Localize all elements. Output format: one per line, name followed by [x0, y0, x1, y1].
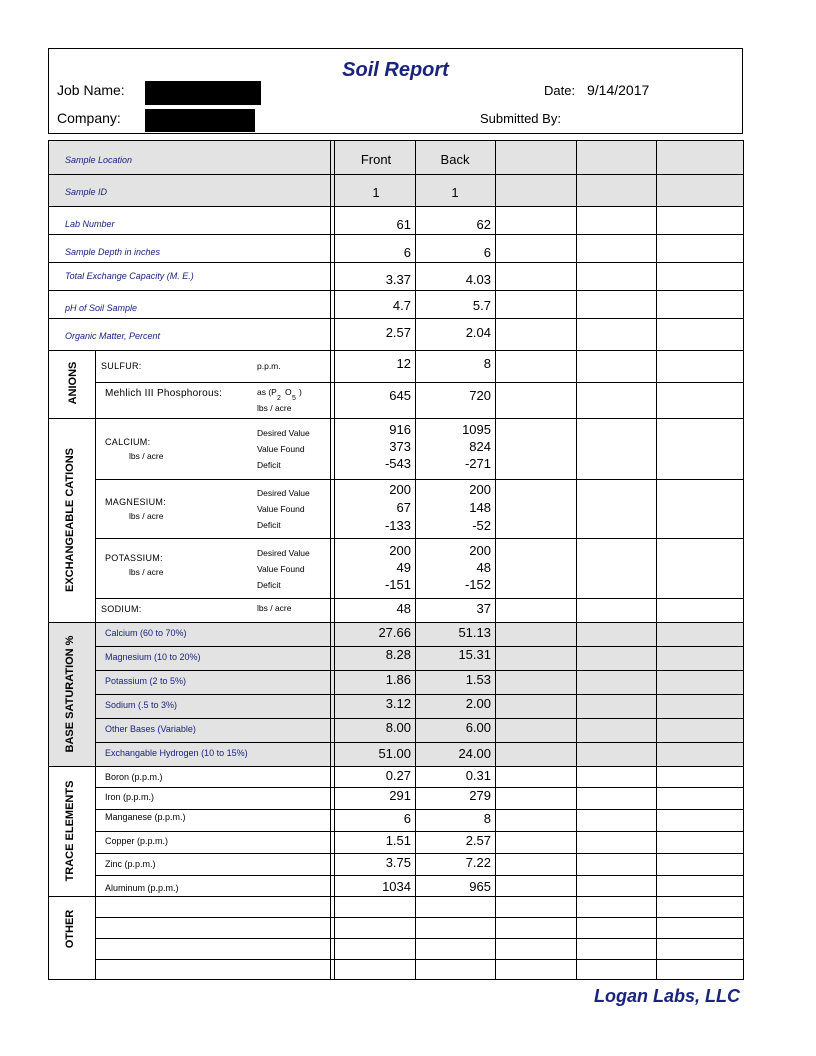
- sodium-unit: lbs / acre: [257, 603, 292, 613]
- zinc-back: 7.22: [465, 855, 491, 870]
- bs-magnesium-label: Magnesium (10 to 20%): [105, 652, 201, 662]
- lab-number-back: 62: [476, 217, 491, 232]
- bs-calcium-back: 51.13: [458, 625, 491, 640]
- bs-sodium-back: 2.00: [465, 696, 491, 711]
- organic-matter-back: 2.04: [465, 325, 491, 340]
- phosphorus-unit-lbs: lbs / acre: [257, 403, 292, 413]
- calcium-desired-front: 916: [389, 422, 411, 437]
- tec-front: 3.37: [385, 272, 411, 287]
- bs-hydrogen-back: 24.00: [458, 746, 491, 761]
- sulfur-unit: p.p.m.: [257, 361, 281, 371]
- sulfur-front: 12: [396, 356, 411, 371]
- sample-id-front: 1: [372, 185, 380, 200]
- date-label: Date:: [544, 83, 576, 98]
- job-name-label: Job Name:: [57, 82, 125, 98]
- anions-section-label: ANIONS: [67, 361, 79, 405]
- potassium-unit: lbs / acre: [129, 567, 164, 577]
- copper-label: Copper (p.p.m.): [105, 836, 169, 846]
- sample-id-label: Sample ID: [65, 187, 108, 197]
- potassium-desired-label: Desired Value: [257, 548, 310, 558]
- submitted-by-label: Submitted By:: [480, 111, 561, 126]
- job-name-redacted: [145, 81, 261, 105]
- potassium-desired-front: 200: [389, 543, 411, 558]
- location-back: Back: [440, 152, 470, 167]
- sulfur-label: SULFUR:: [101, 361, 142, 371]
- organic-matter-label: Organic Matter, Percent: [65, 331, 161, 341]
- iron-label: Iron (p.p.m.): [105, 792, 155, 802]
- bs-calcium-label: Calcium (60 to 70%): [105, 628, 187, 638]
- calcium-deficit-front: -543: [384, 456, 411, 471]
- boron-label: Boron (p.p.m.): [105, 772, 163, 782]
- calcium-deficit-label: Deficit: [257, 460, 281, 470]
- potassium-found-back: 48: [476, 560, 491, 575]
- other-section-label: OTHER: [64, 909, 76, 949]
- sulfur-back: 8: [483, 356, 491, 371]
- organic-matter-front: 2.57: [385, 325, 411, 340]
- potassium-desired-back: 200: [469, 543, 491, 558]
- company-label: Company:: [57, 110, 121, 126]
- trace-section-label: TRACE ELEMENTS: [64, 780, 76, 882]
- calcium-unit: lbs / acre: [129, 451, 164, 461]
- potassium-label: POTASSIUM:: [105, 553, 163, 563]
- bs-magnesium-front: 8.28: [385, 647, 411, 662]
- report-header: [48, 48, 743, 134]
- company-redacted: [145, 109, 255, 132]
- sodium-back: 37: [476, 601, 491, 616]
- phosphorus-unit-o: O: [285, 387, 292, 397]
- potassium-deficit-back: -152: [464, 577, 491, 592]
- manganese-label: Manganese (p.p.m.): [105, 812, 186, 822]
- potassium-found-front: 49: [396, 560, 411, 575]
- copper-front: 1.51: [385, 833, 411, 848]
- date-value: 9/14/2017: [587, 82, 650, 98]
- aluminum-front: 1034: [382, 879, 411, 894]
- phosphorus-label: Mehlich III Phosphorous:: [105, 388, 223, 399]
- magnesium-label: MAGNESIUM:: [105, 497, 167, 507]
- location-front: Front: [360, 152, 392, 167]
- aluminum-back: 965: [469, 879, 491, 894]
- boron-back: 0.31: [465, 768, 491, 783]
- magnesium-unit: lbs / acre: [129, 511, 164, 521]
- manganese-back: 8: [483, 811, 491, 826]
- magnesium-desired-front: 200: [389, 482, 411, 497]
- ph-label: pH of Soil Sample: [65, 303, 138, 313]
- calcium-found-label: Value Found: [257, 444, 305, 454]
- bs-calcium-front: 27.66: [378, 625, 411, 640]
- phosphorus-unit-as: as (P: [257, 387, 277, 397]
- copper-back: 2.57: [465, 833, 491, 848]
- potassium-deficit-front: -151: [384, 577, 411, 592]
- magnesium-deficit-back: -52: [472, 518, 491, 533]
- iron-back: 279: [469, 788, 491, 803]
- bs-potassium-front: 1.86: [385, 672, 411, 687]
- magnesium-found-back: 148: [469, 500, 491, 515]
- magnesium-desired-back: 200: [469, 482, 491, 497]
- company-footer: Logan Labs, LLC: [594, 986, 740, 1006]
- calcium-desired-back: 1095: [462, 422, 491, 437]
- boron-front: 0.27: [385, 768, 411, 783]
- zinc-label: Zinc (p.p.m.): [105, 859, 156, 869]
- magnesium-deficit-front: -133: [384, 518, 411, 533]
- bs-magnesium-back: 15.31: [458, 647, 491, 662]
- bs-potassium-back: 1.53: [465, 672, 491, 687]
- tec-label: Total Exchange Capacity (M. E.): [65, 271, 194, 281]
- potassium-deficit-label: Deficit: [257, 580, 281, 590]
- bs-potassium-label: Potassium (2 to 5%): [105, 676, 187, 686]
- report-title: Soil Report: [342, 59, 449, 81]
- phosphorus-front: 645: [389, 388, 411, 403]
- calcium-desired-label: Desired Value: [257, 428, 310, 438]
- phosphorus-back: 720: [469, 388, 491, 403]
- magnesium-found-label: Value Found: [257, 504, 305, 514]
- sample-depth-back: 6: [483, 245, 491, 260]
- bs-hydrogen-label: Exchangable Hydrogen (10 to 15%): [105, 748, 248, 758]
- phosphorus-unit-close: ): [299, 387, 302, 397]
- sodium-label: SODIUM:: [101, 604, 142, 614]
- lab-number-front: 61: [396, 217, 411, 232]
- sample-depth-label: Sample Depth in inches: [65, 247, 161, 257]
- sample-depth-front: 6: [403, 245, 411, 260]
- aluminum-label: Aluminum (p.p.m.): [105, 883, 179, 893]
- bs-sodium-front: 3.12: [385, 696, 411, 711]
- lab-number-label: Lab Number: [65, 219, 115, 229]
- magnesium-deficit-label: Deficit: [257, 520, 281, 530]
- ph-front: 4.7: [392, 298, 411, 313]
- sample-id-back: 1: [451, 185, 459, 200]
- phosphorus-unit-sub2: 2: [277, 395, 281, 402]
- bs-other-label: Other Bases (Variable): [105, 724, 196, 734]
- tec-back: 4.03: [465, 272, 491, 287]
- sample-location-label: Sample Location: [65, 155, 133, 165]
- phosphorus-unit-sub5: 5: [292, 395, 296, 402]
- iron-front: 291: [389, 788, 411, 803]
- ph-back: 5.7: [472, 298, 491, 313]
- bs-other-back: 6.00: [465, 720, 491, 735]
- calcium-found-back: 824: [469, 439, 491, 454]
- bs-sodium-label: Sodium (.5 to 3%): [105, 700, 178, 710]
- magnesium-desired-label: Desired Value: [257, 488, 310, 498]
- potassium-found-label: Value Found: [257, 564, 305, 574]
- zinc-front: 3.75: [385, 855, 411, 870]
- sodium-front: 48: [396, 601, 411, 616]
- cations-section-label: EXCHANGEABLE CATIONS: [64, 447, 76, 593]
- soil-data-table: [48, 140, 744, 980]
- calcium-found-front: 373: [389, 439, 411, 454]
- calcium-label: CALCIUM:: [105, 437, 151, 447]
- bs-other-front: 8.00: [385, 720, 411, 735]
- base-saturation-section-label: BASE SATURATION %: [64, 635, 76, 753]
- magnesium-found-front: 67: [396, 500, 411, 515]
- calcium-deficit-back: -271: [464, 456, 491, 471]
- manganese-front: 6: [403, 811, 411, 826]
- bs-hydrogen-front: 51.00: [378, 746, 411, 761]
